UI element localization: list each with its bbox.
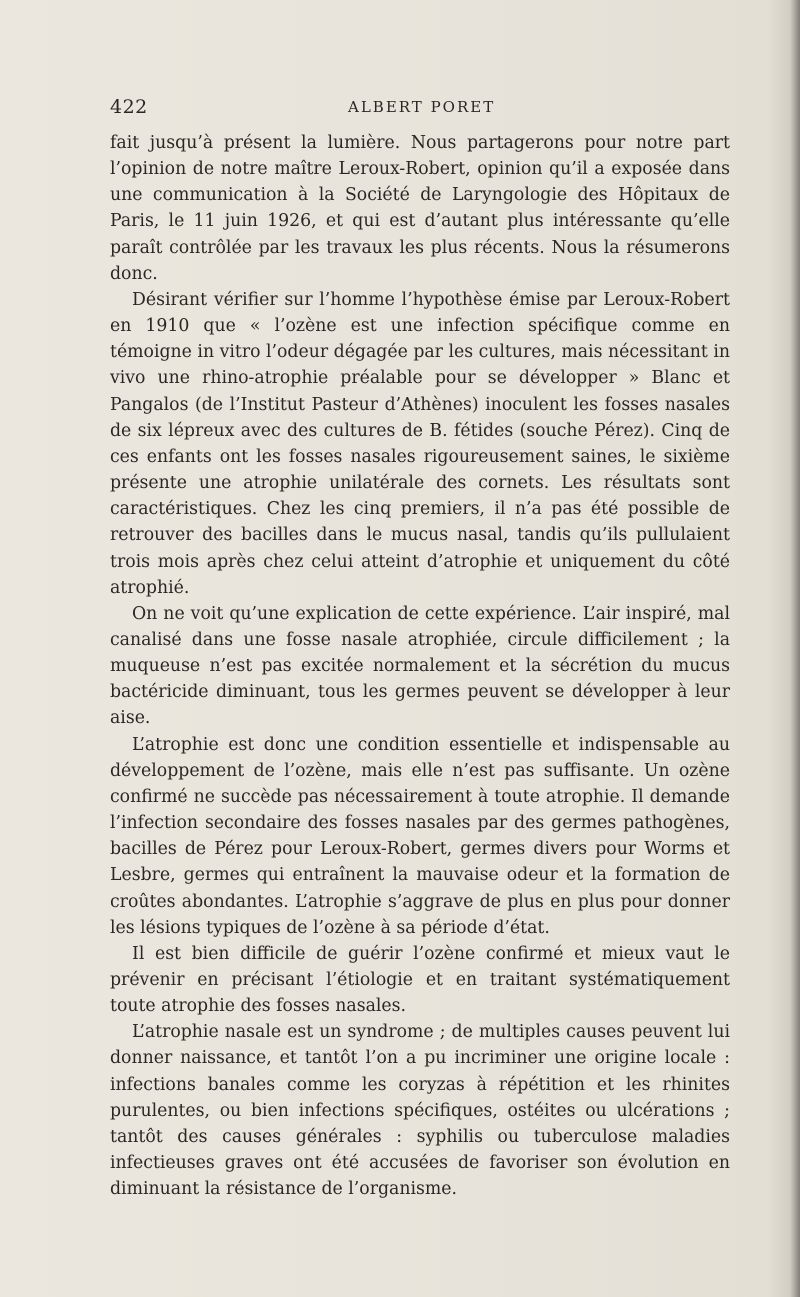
paragraph-causes: L’atrophie nasale est un syndrome ; de multiples causes peuvent lui donner naissance, et tantôt l’on a pu incriminer une origine locale : infections banales comme les coryzas à répétition et les rhinites purulentes, ou bien infections spécifiques, ostéites ou ulcérations ; tantôt des causes générales : syphilis ou tuberculose maladies infectieuses graves ont été accusées de favoriser son évolution en diminuant la résistance de l’organisme. — [110, 1022, 730, 1200]
page-edge-shadow — [790, 0, 800, 1297]
running-head: ALBERT PORET — [348, 98, 496, 116]
paragraph-explanation: On ne voit qu’une explication de cette expérience. L’air inspiré, mal canalisé dans une fosse nasale atrophiée, circule difficilement ; la muqueuse n’est pas excitée normalement et la sécrétion du mucus bactéricide diminuant, tous les germes peuvent se développer à leur aise. — [110, 603, 730, 729]
body-text — [110, 130, 730, 1202]
paragraph-experiment: Désirant vérifier sur l’homme l’hypothèse émise par Leroux-Robert en 1910 que « l’ozène est une infection spécifique comme en témoigne in vitro l’odeur dégagée par les cultures, mais nécessitant in vivo une rhino-atrophie préalable pour se développer » Blanc et Pangalos (de l’Institut Pasteur d’Athènes) inoculent les fosses nasales de six lépreux avec des cultures de B. fétides (souche Pérez). Cinq de ces enfants ont les fosses nasales rigoureusement saines, le sixième présente une atrophie unilatérale des cornets. Les résultats sont caractéristiques. Chez les cinq premiers, il n’a pas été possible de retrouver des bacilles dans le mucus nasal, tandis qu’ils pullulaient trois mois après chez celui atteint d’atrophie et uniquement du côté atrophié. — [110, 289, 730, 598]
paragraph-prevention: Il est bien difficile de guérir l’ozène confirmé et mieux vaut le prévenir en précisant l’étiologie et en traitant systématiquement toute atrophie des fosses nasales. — [110, 943, 730, 1017]
page-number: 422 — [110, 96, 148, 118]
paragraph-atrophy-condition: L’atrophie est donc une condition essentielle et indispensable au développement de l’ozène, mais elle n’est pas suffisante. Un ozène confirmé ne succède pas nécessairement à toute atrophie. Il demande l’infection secondaire des fosses nasales par des germes pathogènes, bacilles de Pérez pour Leroux-Robert, germes divers pour Worms et Lesbre, germes qui entraînent la mauvaise odeur et la formation de croûtes abondantes. L’atrophie s’aggrave de plus en plus pour donner les lésions typiques de l’ozène à sa période d’état. — [110, 734, 730, 938]
page-header — [110, 96, 730, 120]
paragraph-continuation: fait jusqu’à présent la lumière. Nous partagerons pour notre part l’opinion de notre maître Leroux-Robert, opinion qu’il a exposée dans une communication à la Société de Laryngologie des Hôpitaux de Paris, le 11 juin 1926, et qui est d’autant plus intéressante qu’elle paraît contrôlée par les travaux les plus récents. Nous la résumerons donc. — [110, 133, 730, 284]
